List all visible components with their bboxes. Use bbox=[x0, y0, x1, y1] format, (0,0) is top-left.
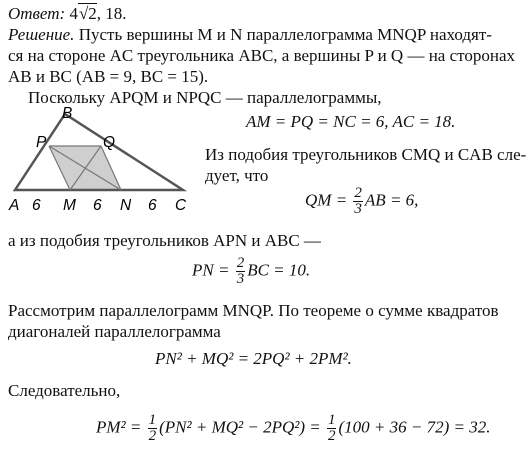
solution-label: Решение. bbox=[8, 25, 75, 44]
eq5-rhs: (100 + 36 − 72) = 32. bbox=[338, 417, 491, 437]
solution-line-10: Следовательно, bbox=[8, 381, 121, 400]
eq3-denominator: 3 bbox=[236, 271, 245, 287]
equation-2 bbox=[305, 186, 418, 217]
answer-value-prefix: 4 bbox=[65, 4, 78, 23]
answer-sqrt: √2 bbox=[78, 4, 97, 23]
eq5-denominator-2: 2 bbox=[327, 428, 336, 444]
label-seg-mn: 6 bbox=[93, 197, 102, 214]
equation-3 bbox=[192, 256, 310, 287]
eq2-rhs: AB = 6, bbox=[364, 190, 419, 210]
label-m: M bbox=[63, 197, 76, 214]
solution-text-1: Пусть вершины M и N параллелограмма MNQP находят- bbox=[78, 25, 492, 44]
eq5-numerator-2: 1 bbox=[327, 412, 336, 428]
eq5-denominator-1: 2 bbox=[148, 428, 157, 444]
solution-line-4: Поскольку APQM и NPQC — параллелограммы, bbox=[28, 88, 382, 107]
eq3-lhs: PN = bbox=[192, 260, 234, 280]
label-b: B bbox=[62, 106, 73, 122]
solution-line-7: а из подобия треугольников APN и ABC — bbox=[8, 231, 321, 250]
eq2-denominator: 3 bbox=[354, 201, 362, 217]
solution-line-1 bbox=[8, 25, 492, 45]
answer-sqrt-arg: 2 bbox=[88, 4, 97, 23]
parallelogram-figure bbox=[5, 106, 195, 216]
label-seg-am: 6 bbox=[32, 197, 41, 214]
solution-line-6: дует, что bbox=[205, 166, 269, 185]
label-seg-nc: 6 bbox=[148, 197, 157, 214]
label-q: Q bbox=[103, 134, 116, 151]
answer-line bbox=[8, 4, 127, 24]
label-a: A bbox=[9, 197, 20, 214]
eq5-fraction-1 bbox=[148, 413, 158, 444]
solution-line-3: AB и BC (AB = 9, BC = 15). bbox=[8, 67, 209, 86]
label-n: N bbox=[120, 197, 132, 214]
equation-5 bbox=[96, 413, 490, 444]
eq3-numerator: 2 bbox=[236, 255, 245, 271]
answer-value-suffix: , 18. bbox=[96, 4, 127, 23]
eq2-lhs: QM = bbox=[305, 190, 352, 210]
eq5-lhs: PM² = bbox=[96, 417, 146, 437]
solution-line-5: Из подобия треугольников CMQ и CAB сле- bbox=[205, 145, 527, 164]
eq3-fraction bbox=[236, 256, 246, 287]
solution-line-2: ся на стороне AC треугольника ABC, а вершины P и Q — на сторонах bbox=[8, 46, 515, 65]
label-c: C bbox=[175, 197, 187, 214]
label-p: P bbox=[36, 134, 47, 151]
solution-line-8: Рассмотрим параллелограмм MNQP. По теореме о сумме квадратов bbox=[8, 301, 499, 320]
equation-4: PN² + MQ² = 2PQ² + 2PM². bbox=[155, 349, 352, 368]
eq2-numerator: 2 bbox=[354, 185, 362, 201]
eq2-fraction bbox=[353, 186, 363, 217]
eq3-rhs: BC = 10. bbox=[247, 260, 311, 280]
eq5-fraction-2 bbox=[327, 413, 337, 444]
answer-label: Ответ: bbox=[8, 4, 66, 23]
eq5-mid: (PN² + MQ² − 2PQ²) = bbox=[159, 417, 325, 437]
eq5-numerator-1: 1 bbox=[148, 412, 157, 428]
solution-line-9: диагоналей параллелограмма bbox=[8, 322, 221, 341]
equation-1: AM = PQ = NC = 6, AC = 18. bbox=[246, 112, 456, 131]
